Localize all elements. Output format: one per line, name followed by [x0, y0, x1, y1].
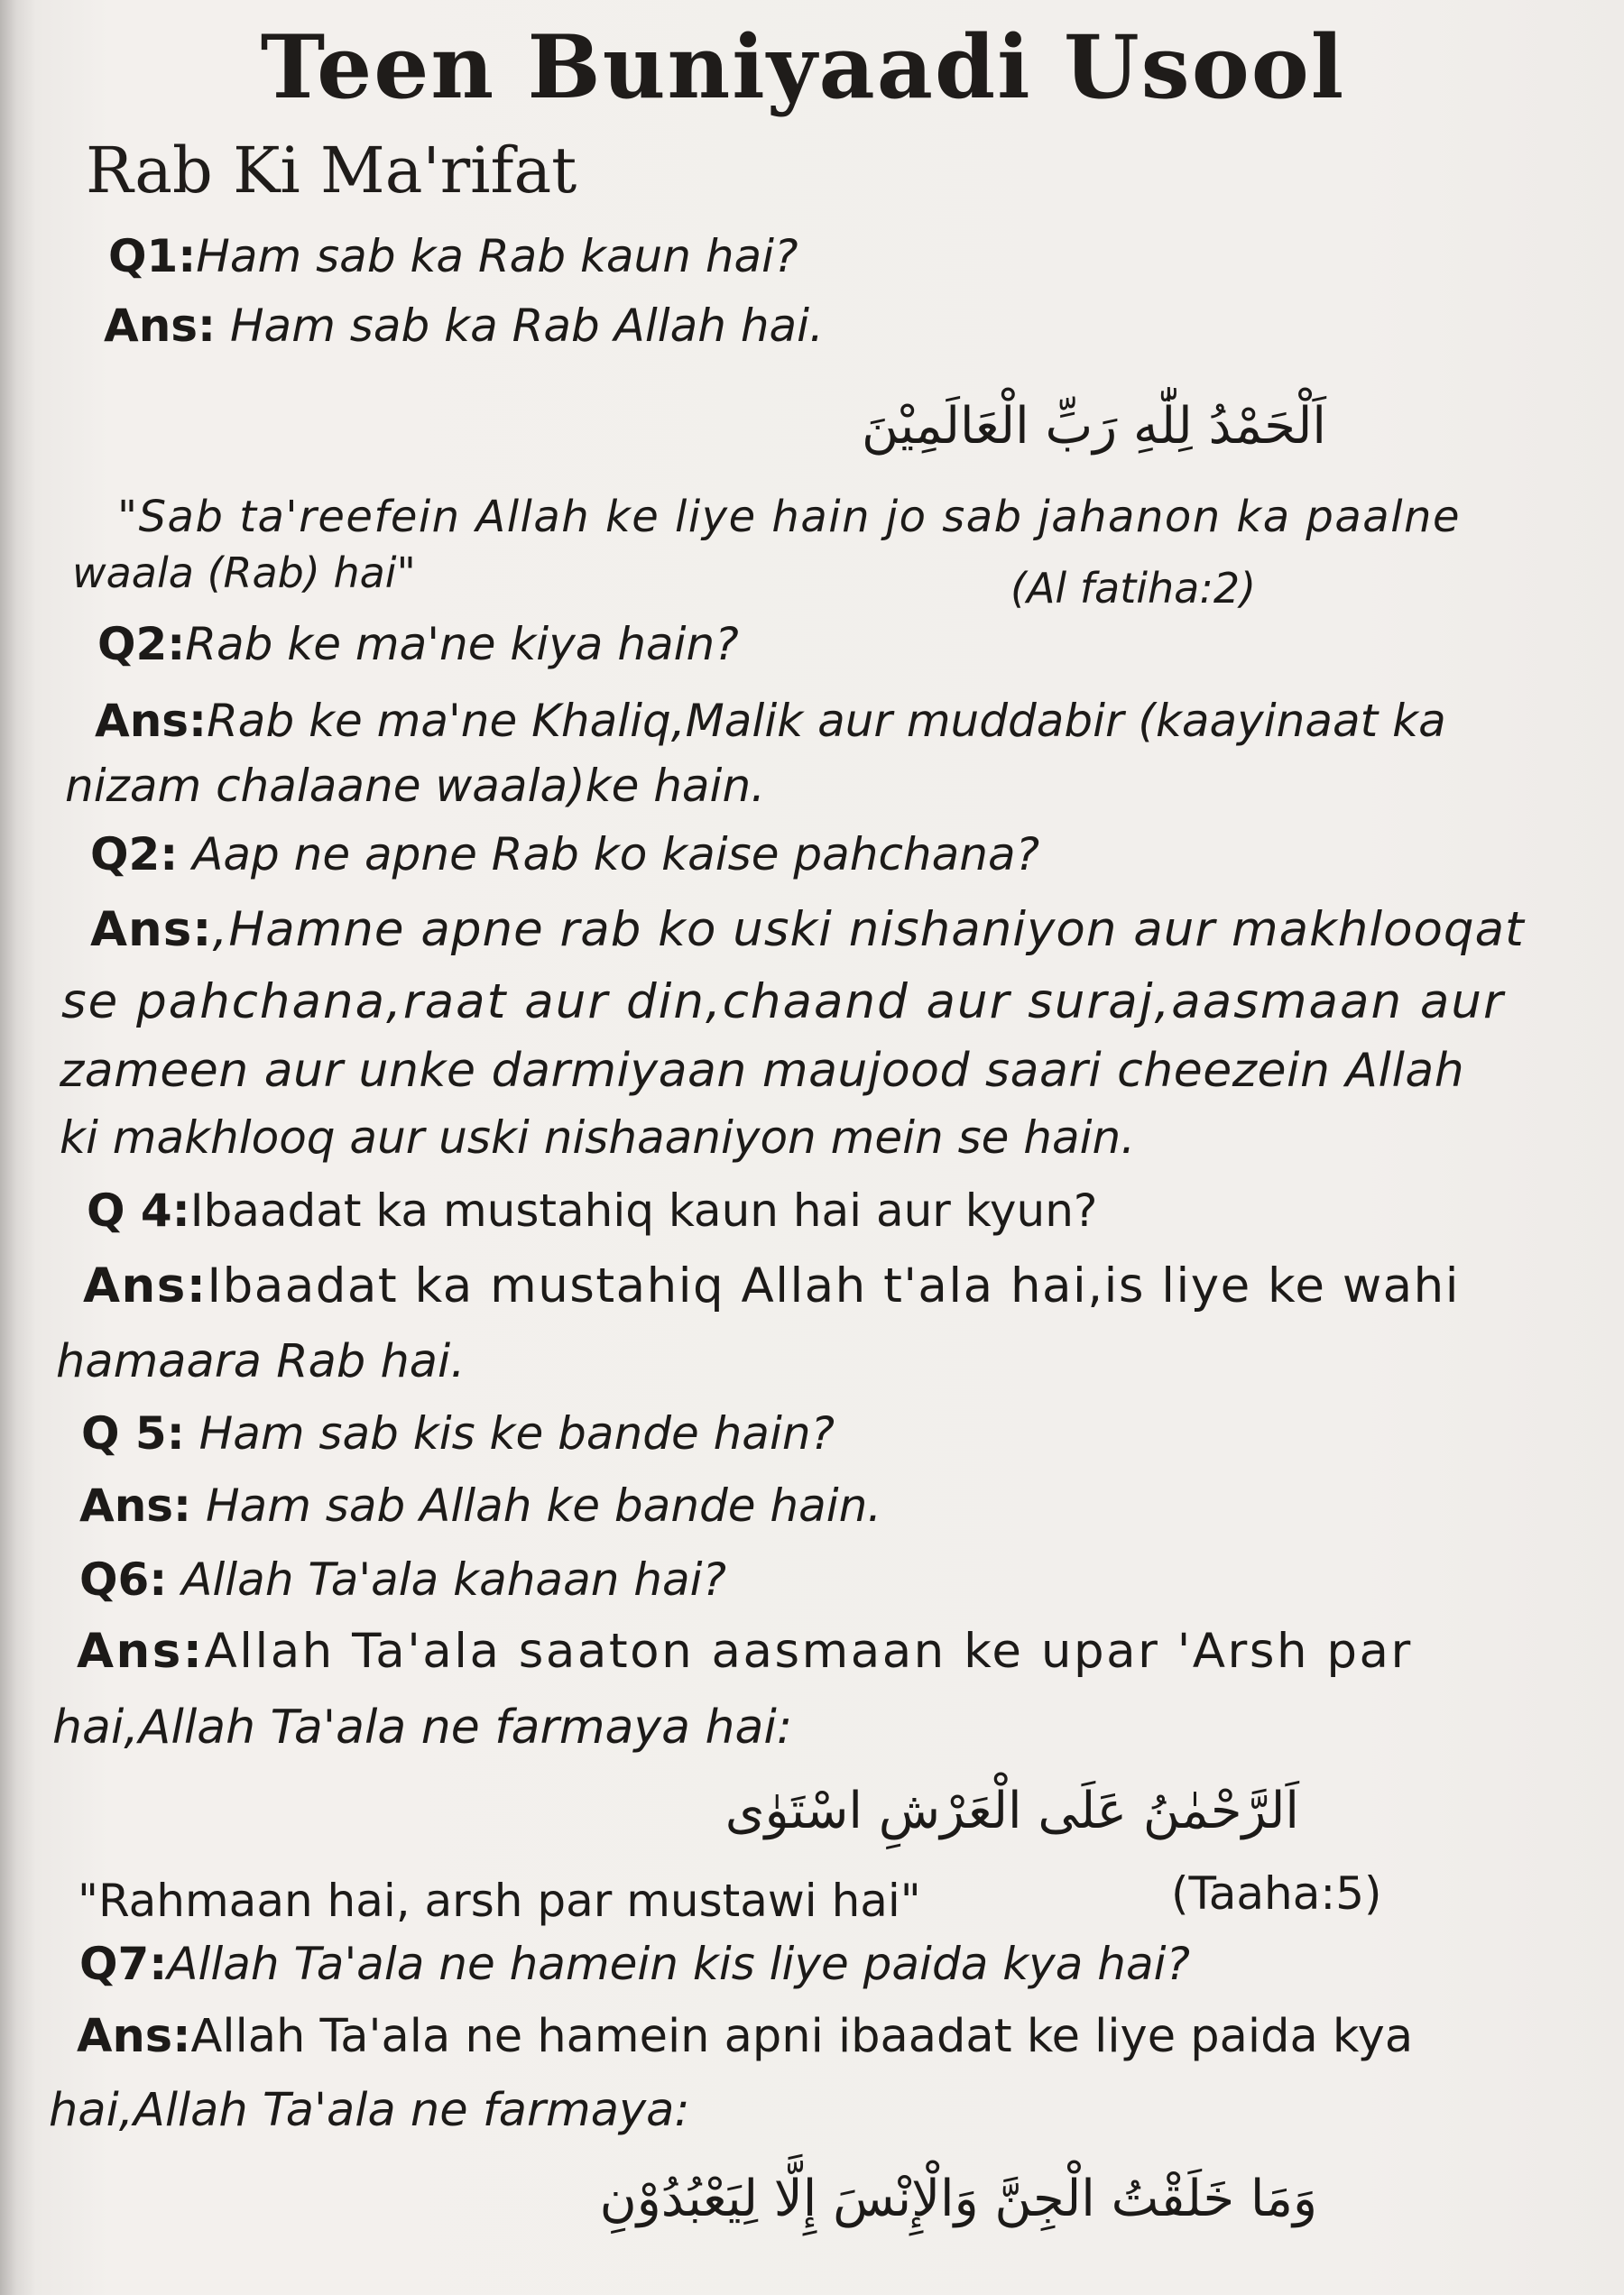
answer-text: Allah Ta'ala ne hamein apni ibaadat ke liye paida kya [190, 2010, 1414, 2063]
answer-label: Ans: [77, 2010, 191, 2063]
question-label: Q2: [90, 828, 179, 880]
question-4 [87, 1184, 1097, 1237]
answer-7-line-2: hai,Allah Ta'ala ne farmaya: [49, 2084, 690, 2137]
arabic-verse-3: وَمَا خَلَقْتُ الْجِنَّ وَالْإِنْسَ إِلَّا لِيَعْبُدُوْنِ [599, 2170, 1317, 2228]
question-label: Q 4: [87, 1184, 190, 1237]
section-heading: Rab Ki Ma'rifat [86, 134, 577, 207]
question-text: Rab ke ma'ne kiya hain? [185, 618, 739, 670]
answer-3-line-3: zameen aur unke darmiyaan maujood saari cheezein Allah [60, 1044, 1465, 1098]
question-text: Ibaadat ka mustahiq kaun hai aur kyun? [189, 1184, 1098, 1237]
question-7 [79, 1938, 1190, 1990]
verse-1-reference: (Al fatiha:2) [1010, 564, 1257, 613]
question-1 [108, 230, 798, 282]
question-label: Q 5: [81, 1407, 185, 1460]
question-label: Q2: [97, 618, 186, 670]
answer-4-line-2: hamaara Rab hai. [56, 1335, 466, 1388]
answer-2-line-1 [95, 695, 1446, 747]
answer-text: Ham sab ka Rab Allah hai. [216, 300, 824, 352]
question-2 [97, 618, 739, 670]
question-text: Ham sab ka Rab kaun hai? [196, 230, 798, 282]
answer-7-line-1 [77, 2010, 1413, 2063]
question-text: Aap ne apne Rab ko kaise pahchana? [178, 828, 1040, 880]
answer-text: ,Hamne apne rab ko uski nishaniyon aur makhlooqat [212, 902, 1525, 957]
arabic-verse-2: اَلرَّحْمٰنُ عَلَى الْعَرْشِ اسْتَوٰى [724, 1782, 1299, 1840]
question-label: Q6: [79, 1553, 168, 1606]
answer-label: Ans: [79, 1479, 192, 1532]
answer-label: Ans: [83, 1258, 208, 1313]
verse-2-reference: (Taaha:5) [1171, 1867, 1382, 1920]
question-label: Q1: [108, 230, 197, 282]
answer-text: Ham sab Allah ke bande hain. [191, 1479, 882, 1532]
answer-3-line-1 [90, 902, 1525, 957]
answer-6-line-1 [77, 1624, 1413, 1679]
answer-4-line-1 [83, 1258, 1460, 1313]
page-title: Teen Buniyaadi Usool [260, 16, 1346, 118]
answer-3-line-4: ki makhlooq aur uski nishaaniyon mein se hain. [60, 1111, 1136, 1164]
answer-label: Ans: [104, 300, 217, 352]
question-5 [81, 1407, 835, 1460]
arabic-verse-1: اَلْحَمْدُ لِلّٰهِ رَبِّ الْعَالَمِيْنَ [862, 397, 1326, 456]
answer-1 [104, 300, 824, 352]
answer-text: Rab ke ma'ne Khaliq,Malik aur muddabir (kaayinaat ka [207, 695, 1446, 747]
verse-2-translation: "Rahmaan hai, arsh par mustawi hai" [78, 1875, 921, 1927]
question-label: Q7: [79, 1938, 168, 1990]
answer-label: Ans: [77, 1624, 205, 1679]
answer-label: Ans: [90, 902, 213, 957]
answer-5 [79, 1479, 881, 1532]
answer-2-line-2: nizam chalaane waala)ke hain. [65, 760, 766, 812]
question-text: Ham sab kis ke bande hain? [184, 1407, 835, 1460]
verse-1-translation-line-2: waala (Rab) hai" [72, 548, 416, 597]
answer-text: Allah Ta'ala saaton aasmaan ke upar 'Arsh par [204, 1624, 1413, 1679]
answer-3-line-2: se pahchana,raat aur din,chaand aur suraj,aasmaan aur [61, 974, 1505, 1029]
verse-1-translation-line-1: "Sab ta'reefein Allah ke liye hain jo sab jahanon ka paalne [117, 492, 1461, 542]
question-6 [79, 1553, 726, 1606]
answer-label: Ans: [95, 695, 208, 747]
question-3 [90, 828, 1039, 880]
question-text: Allah Ta'ala ne hamein kis liye paida kya hai? [167, 1938, 1191, 1990]
question-text: Allah Ta'ala kahaan hai? [167, 1553, 727, 1606]
answer-text: Ibaadat ka mustahiq Allah t'ala hai,is liye ke wahi [207, 1258, 1460, 1313]
answer-6-line-2: hai,Allah Ta'ala ne farmaya hai: [52, 1701, 793, 1755]
